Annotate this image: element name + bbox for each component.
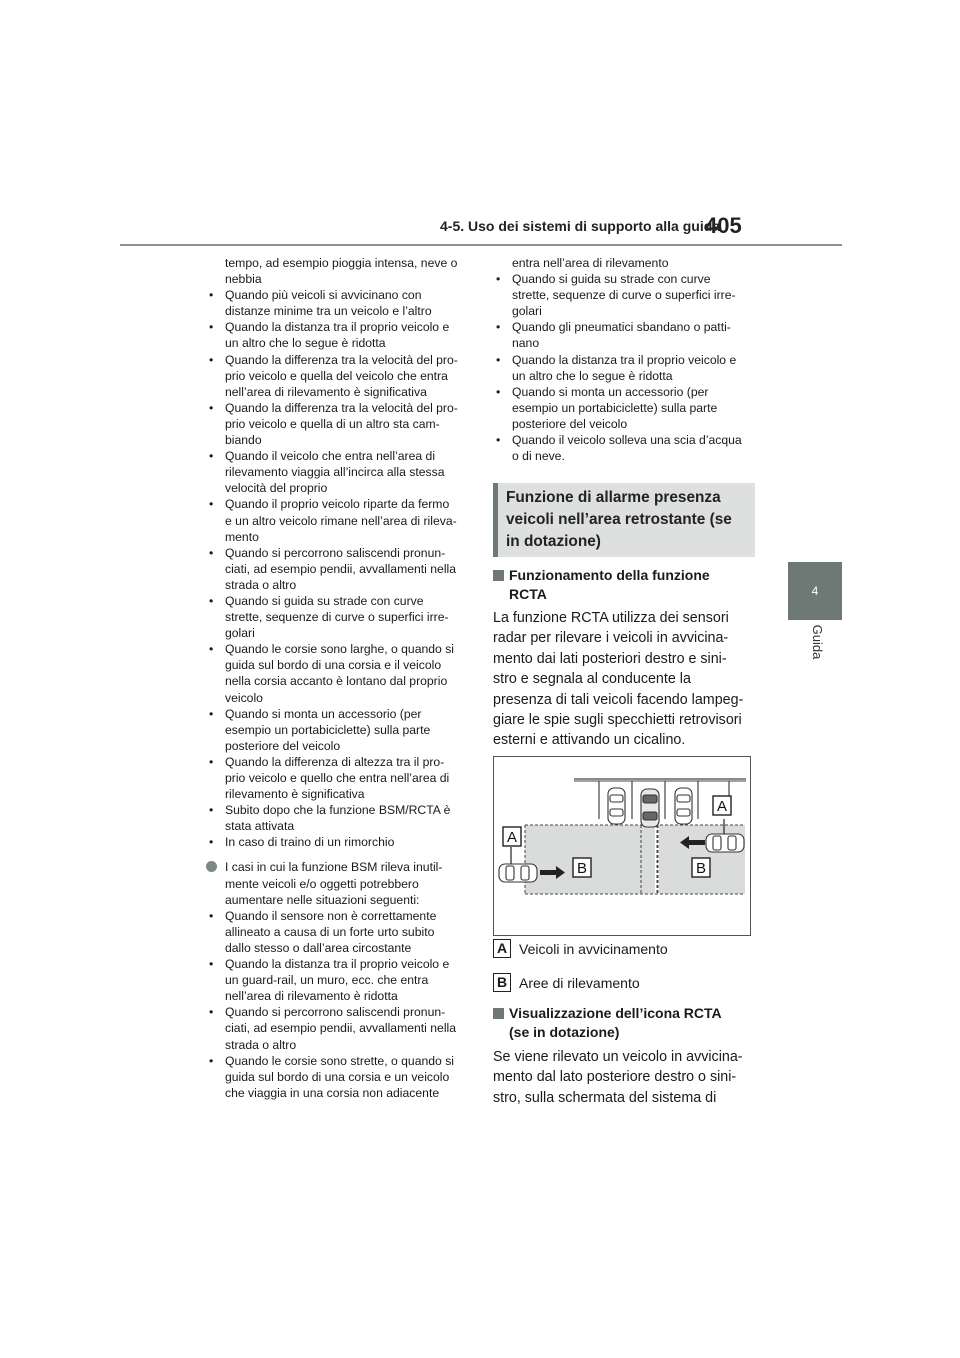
text-line: • Quando si monta un accessorio (per <box>512 384 709 399</box>
right-column-list <box>493 255 755 464</box>
list-item <box>493 384 755 432</box>
text-line: posteriore del veicolo <box>225 738 341 753</box>
text-line: • Quando la differenza di altezza tra il pro- <box>225 754 445 769</box>
list-item <box>206 802 468 834</box>
text-line: Funzionamento della funzione <box>509 567 710 583</box>
text-line: presenza di tali veicoli facendo lampeg- <box>493 691 744 708</box>
text-line: strette, sequenze di curve o superfici irre- <box>225 610 449 625</box>
text-line: esempio un portabiciclette) sulla parte <box>225 722 431 737</box>
text-line: • Quando più veicoli si avvicinano con <box>225 288 422 303</box>
circle-bullet-icon <box>206 861 217 872</box>
text-line: tempo, ad esempio pioggia intensa, neve o <box>225 256 458 270</box>
text-line: prio veicolo e quello che entra nell’area di <box>225 771 450 785</box>
text-line: • Quando si percorrono saliscendi pronun- <box>225 1005 446 1020</box>
list-item <box>206 641 468 705</box>
text-line: nella corsia accanto è lontano dal proprio <box>225 674 448 689</box>
list-item <box>493 352 755 384</box>
rcta-diagram <box>493 756 751 936</box>
text-line: ciati, ad esempio pendii, avvallamenti nella <box>225 561 457 576</box>
text-line: dallo stesso o dall’area circostante <box>225 940 412 955</box>
list-item <box>206 754 468 802</box>
list-item <box>206 319 468 351</box>
text-line: golari <box>512 304 542 319</box>
text-line: • Quando la distanza tra il proprio veicolo e <box>512 352 737 367</box>
text-line: giare le spie sugli specchietti retrovisori <box>493 712 742 729</box>
list-item <box>206 834 468 850</box>
label-a: A <box>506 829 518 846</box>
text-line: La funzione RCTA utilizza dei sensori <box>493 610 729 626</box>
own-car-icon <box>641 789 659 827</box>
approaching-car-right-icon <box>706 834 744 852</box>
list-item <box>493 319 755 351</box>
text-line: un altro che lo segue è ridotta <box>225 336 386 351</box>
text-line: prio veicolo e quella del veicolo che entra <box>225 368 448 383</box>
text-line: ciati, ad esempio pendii, avvallamenti nella <box>225 1021 457 1036</box>
text-line: mente veicoli e/o oggetti potrebbero <box>225 876 419 891</box>
subheading-rcta-operation <box>493 566 755 604</box>
list-item <box>493 271 755 319</box>
text-line: guida sul bordo di una corsia e un veicolo <box>225 1069 450 1084</box>
text-line: • Quando si guida su strade con curve <box>512 272 711 287</box>
text-line: • Quando il veicolo che entra nell’area di <box>225 449 436 464</box>
text-line: velocità del proprio <box>225 481 328 496</box>
parked-car-icon <box>675 788 692 824</box>
text-line: o di neve. <box>512 449 565 464</box>
text-line: • Subito dopo che la funzione BSM/RCTA è <box>225 803 451 818</box>
text-line: • Quando gli pneumatici sbandano o patti- <box>512 320 731 335</box>
continued-text <box>493 255 755 271</box>
list-item <box>206 593 468 641</box>
list-item <box>206 545 468 593</box>
section-title <box>506 487 752 553</box>
list-item <box>206 1053 468 1101</box>
label-b: B <box>576 860 588 877</box>
header-divider <box>120 244 842 246</box>
text-line: un guard-rail, un muro, ecc. che entra <box>225 973 429 988</box>
section-title-box <box>493 483 755 557</box>
chapter-tab: 4 <box>788 562 842 620</box>
text-line: mento dal lato posteriore destro o sini- <box>493 1069 737 1086</box>
list-item <box>206 400 468 448</box>
text-line: • Quando la differenza tra la velocità del pro- <box>225 352 458 367</box>
legend-badge: B <box>493 973 511 992</box>
text-line: • Quando le corsie sono strette, o quando si <box>225 1053 454 1068</box>
page-number: 405 <box>705 213 742 238</box>
paragraph-rcta <box>493 608 755 751</box>
text-line: nebbia <box>225 272 262 287</box>
text-line: • Quando il proprio veicolo riparte da fermo <box>225 497 450 512</box>
text-line: stata attivata <box>225 819 295 834</box>
text-line: Funzione di allarme presenza <box>506 489 721 506</box>
list-item <box>206 706 468 754</box>
list-item <box>206 448 468 496</box>
parked-car-icon <box>608 788 625 824</box>
left-column <box>206 255 468 1101</box>
circle-note <box>206 859 468 907</box>
parking-diagram-svg <box>494 757 750 935</box>
text-line: • Quando la differenza tra la velocità del pro- <box>225 400 458 415</box>
list-item <box>206 1004 468 1052</box>
text-line: distanze minime tra un veicolo e l’altro <box>225 304 432 319</box>
subheading-rcta-icon <box>493 1004 755 1042</box>
running-header-section: 4-5. Uso dei sistemi di supporto alla guida <box>440 218 721 234</box>
text-line: guida sul bordo di una corsia e il veicolo <box>225 658 442 673</box>
list-item <box>206 956 468 1004</box>
text-line: rilevamento è significativa <box>225 787 365 802</box>
text-line: mento <box>225 529 259 544</box>
text-line: Se viene rilevato un veicolo in avvicina- <box>493 1049 743 1065</box>
text-line: nell’area di rilevamento è ridotta <box>225 989 398 1004</box>
text-line: (se in dotazione) <box>509 1024 620 1040</box>
text-line: I casi in cui la funzione BSM rileva inutil- <box>225 860 443 875</box>
text-line: stro e segnala al conducente la <box>493 671 691 688</box>
text-line: • Quando si guida su strade con curve <box>225 593 424 608</box>
text-line: rilevamento viaggia all’incirca alla stessa <box>225 465 445 480</box>
continued-text <box>206 255 468 287</box>
text-line: entra nell’area di rilevamento <box>512 256 669 270</box>
text-line: prio veicolo e quella di un altro sta cam- <box>225 416 440 431</box>
text-line: radar per rilevare i veicoli in avvicina- <box>493 630 729 647</box>
list-item <box>206 908 468 956</box>
list-item <box>493 432 755 464</box>
text-line: strada o altro <box>225 1037 297 1052</box>
legend-text: Aree di rilevamento <box>519 975 640 991</box>
text-line: aumentare nelle situazioni seguenti: <box>225 892 420 907</box>
text-line: stro, sulla schermata del sistema di <box>493 1089 717 1106</box>
text-line: • Quando si monta un accessorio (per <box>225 706 422 721</box>
text-line: • Quando le corsie sono larghe, o quando si <box>225 642 455 657</box>
text-line: in dotazione) <box>506 533 601 550</box>
text-line: • Quando si percorrono saliscendi pronun- <box>225 545 446 560</box>
text-line: mento dai lati posteriori destro e sini- <box>493 650 727 667</box>
text-line: RCTA <box>509 586 547 602</box>
text-line: • Quando il sensore non è correttamente <box>225 908 437 923</box>
text-line: e un altro veicolo rimane nell’area di rileva- <box>225 513 457 528</box>
text-line: golari <box>225 626 255 641</box>
text-line: veicolo <box>225 690 263 705</box>
approaching-car-left-icon <box>499 864 537 882</box>
text-line: allineato a causa di un forte urto subito <box>225 924 435 939</box>
text-line: nano <box>512 336 540 351</box>
text-line: • Quando la distanza tra il proprio veicolo e <box>225 320 450 335</box>
text-line: che viaggia in una corsia non adiacente <box>225 1085 440 1100</box>
section-accent-bar <box>493 483 498 557</box>
label-a: A <box>716 798 728 815</box>
label-b: B <box>695 860 707 877</box>
text-line: posteriore del veicolo <box>512 416 628 431</box>
square-bullet-icon <box>493 1008 504 1019</box>
chapter-label: Guida <box>810 624 825 660</box>
list-item <box>206 352 468 400</box>
square-bullet-icon <box>493 570 504 581</box>
paragraph-rcta-icon <box>493 1047 755 1108</box>
text-line: esempio un portabiciclette) sulla parte <box>512 400 718 415</box>
legend-text: Veicoli in avvicinamento <box>519 941 668 957</box>
text-line: esterni e attivando un cicalino. <box>493 732 686 749</box>
text-line: • Quando il veicolo solleva una scia d’acqua <box>512 433 742 448</box>
list-item <box>206 496 468 544</box>
text-line: biando <box>225 433 262 448</box>
text-line: nell’area di rilevamento è significativa <box>225 384 427 399</box>
text-line: strada o altro <box>225 577 297 592</box>
text-line: • In caso di traino di un rimorchio <box>225 835 395 850</box>
list-item <box>206 287 468 319</box>
legend-badge: A <box>493 939 511 958</box>
text-line: strette, sequenze di curve o superfici irre- <box>512 288 736 303</box>
text-line: Visualizzazione dell’icona RCTA <box>509 1005 722 1021</box>
text-line: un altro che lo segue è ridotta <box>512 368 673 383</box>
text-line: • Quando la distanza tra il proprio veicolo e <box>225 957 450 972</box>
text-line: veicoli nell’area retrostante (se <box>506 511 732 528</box>
